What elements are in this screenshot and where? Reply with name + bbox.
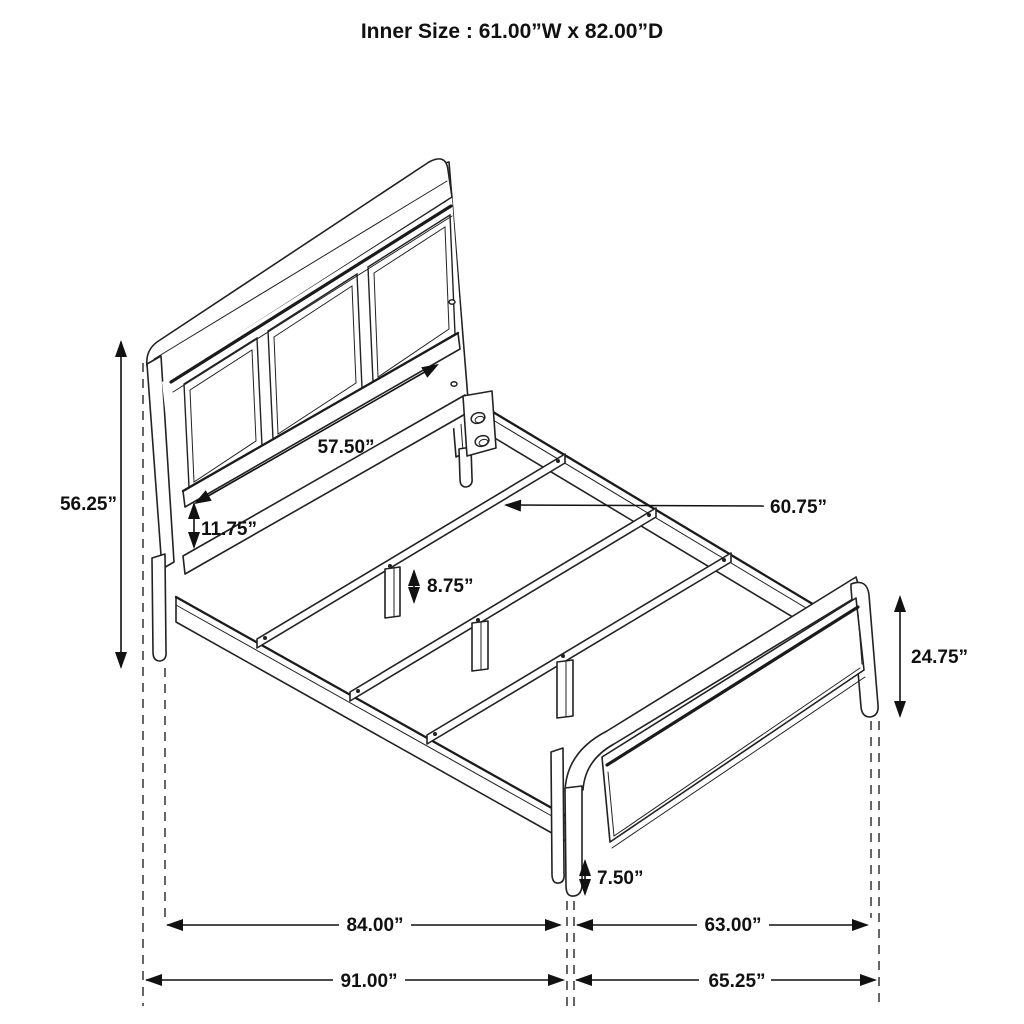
dimension-center-leg-height bbox=[408, 569, 473, 604]
center-support-leg bbox=[472, 621, 488, 671]
left-side-rail bbox=[176, 597, 566, 841]
dimension-overall-depth-foot bbox=[575, 971, 877, 992]
dimension-label: 11.75” bbox=[201, 519, 257, 540]
footboard bbox=[551, 577, 878, 896]
rail-mounting-bracket bbox=[463, 391, 496, 456]
dimension-rail-span bbox=[166, 915, 562, 936]
dimension-label: 60.75” bbox=[770, 497, 828, 518]
dimension-footboard-span bbox=[576, 915, 869, 936]
center-support-leg bbox=[385, 567, 400, 618]
dimension-footboard-height bbox=[894, 595, 968, 718]
dimension-footboard-leg-height bbox=[579, 859, 643, 896]
dimension-label: 56.25” bbox=[59, 494, 117, 515]
dimension-label: 7.50” bbox=[597, 868, 644, 889]
dimension-overall-depth-head bbox=[145, 971, 565, 992]
dimension-label: 24.75” bbox=[911, 647, 969, 668]
dimension-label: 57.50” bbox=[317, 437, 375, 458]
dimension-label: 8.75” bbox=[427, 576, 474, 597]
post-screw-hole bbox=[451, 382, 457, 386]
dimension-label: 63.00” bbox=[704, 915, 762, 936]
dimension-label: 84.00” bbox=[346, 915, 404, 936]
center-support-leg bbox=[557, 660, 573, 718]
headboard-left-leg bbox=[152, 554, 166, 661]
post-screw-hole bbox=[449, 300, 455, 304]
dimension-label: 65.25” bbox=[708, 971, 766, 992]
dimension-label: 91.00” bbox=[340, 971, 398, 992]
dimension-headboard-height bbox=[60, 340, 127, 669]
diagram-title: Inner Size : 61.00”W x 82.00”D bbox=[360, 20, 664, 43]
footboard-rear-left-leg bbox=[551, 748, 564, 883]
